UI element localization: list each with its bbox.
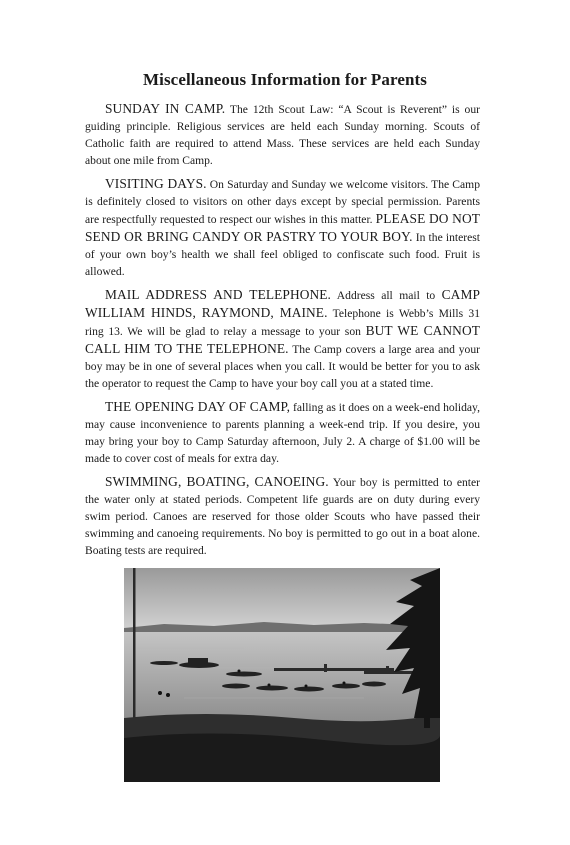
paragraph-swimming [85, 473, 480, 559]
section-body: Your boy is permitted to enter the water only at stated periods. Competent life guards are on duty during every swim period. Canoes are reserved for those older Scouts who have passed their swimming and canoeing requirements. No boy is permitted to go out in a boat alone. Boating tests are required. [85, 476, 480, 557]
section-body: The 12th Scout Law: “A Scout is Reverent” is our guiding principle. Religious services are held each Sunday morning. Scouts of Catholic faith are required to attend Mass. These services are held each Sunday about one mile from Camp. [85, 103, 481, 167]
section-emphasis-2: BUT WE CANNOT CALL HIM TO THE TELEPHONE. [85, 323, 480, 356]
section-body: falling as it does on a week-end holiday, may cause inconvenience to parents planning a week-end trip. If you desire, you may bring your boy to Camp Saturday afternoon, July 2. A charge of $1.00 will be made to cover cost of meals for extra day. [85, 401, 480, 465]
section-body-after-2: The Camp covers a large area and your boy may be in one of several places when you call. It would be better for you to ask the operator to request the Camp to have your boy call you at a stated time. [85, 343, 480, 390]
waterfront-photo [124, 568, 440, 782]
section-emphasis: CAMP WILLIAM HINDS, RAYMOND, MAINE. [85, 287, 480, 320]
section-emphasis: PLEASE DO NOT SEND OR BRING CANDY OR PASTRY TO YOUR BOY. [85, 211, 480, 244]
paragraph-mail-address [85, 286, 480, 392]
section-heading: THE OPENING DAY OF CAMP, [105, 399, 291, 414]
photo-illustration [124, 568, 440, 782]
section-body: On Saturday and Sunday we welcome visitors. The Camp is definitely closed to visitors on other days except by special permission. Parents are respectfully requested to respect our wishes in this matter. [85, 178, 481, 226]
flagpole [133, 568, 136, 728]
section-heading: SWIMMING, BOATING, CANOEING. [105, 474, 329, 489]
page-title: Miscellaneous Information for Parents [142, 70, 428, 89]
section-heading: MAIL ADDRESS AND TELEPHONE. [105, 287, 332, 302]
section-heading: SUNDAY IN CAMP. [105, 101, 226, 116]
paragraph-opening-day [85, 398, 480, 467]
section-body: Address all mail to [331, 289, 442, 302]
section-heading: VISITING DAYS. [105, 176, 207, 191]
body-text [85, 100, 480, 565]
sky [124, 568, 440, 630]
paragraph-visiting-days [85, 175, 480, 280]
paragraph-sunday-in-camp [85, 100, 480, 169]
section-body-after: Telephone is Webb’s Mills 31 ring 13. We will be glad to relay a message to your son [85, 307, 480, 338]
section-body-after: In the interest of your own boy’s health we shall feel obliged to confiscate such food. Fruit is allowed. [85, 231, 480, 278]
